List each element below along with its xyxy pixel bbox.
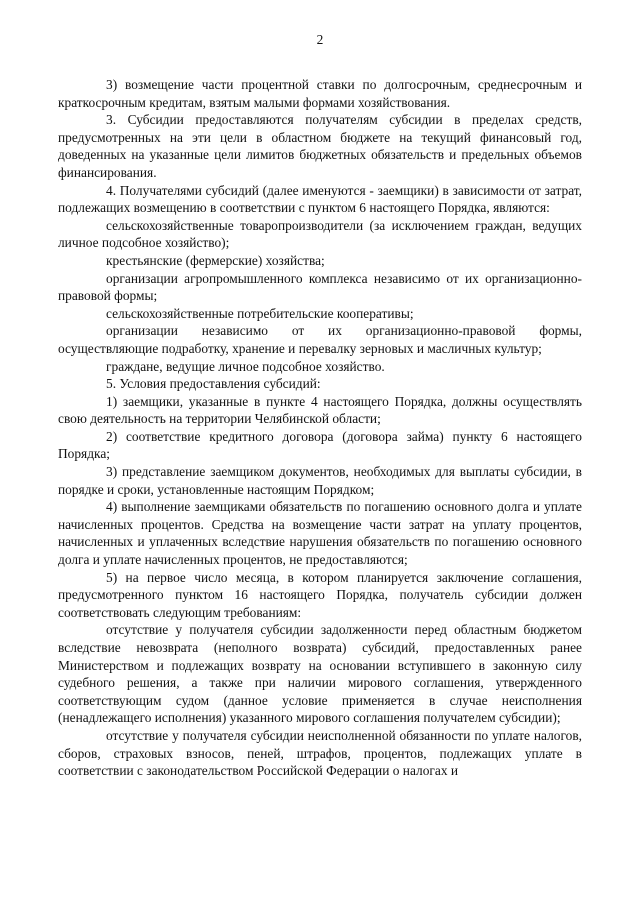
paragraph-condition-2: 2) соответствие кредитного договора (договора займа) пункту 6 настоящего Порядка; xyxy=(58,428,582,462)
paragraph-condition-3: 3) представление заемщиком документов, необходимых для выплаты субсидии, в порядке и сроки, установленные настоящим Порядком; xyxy=(58,464,582,497)
paragraph-recipient-agro-organizations: организации агропромышленного комплекса независимо от их организационно-правовой формы; xyxy=(58,270,582,304)
paragraph-condition-4: 4) выполнение заемщиками обязательств по погашению основного долга и уплате начисленных процентов. Средства на возмещение части затрат на уплату процентов, начисленных и уплаченных вследствие нарушения обязательств по погашению основного долга и уплате начисленных процентов, не предоставляются; xyxy=(58,499,582,568)
paragraph-recipient-producers: сельскохозяйственные товаропроизводители (за исключением граждан, ведущих личное подсобное хозяйство); xyxy=(58,217,582,251)
paragraph-clause-3: 3. Субсидии предоставляются получателям субсидии в пределах средств, предусмотренных на эти цели в областном бюджете на текущий финансовый год, доведенных на указанные цели лимитов бюджетных обязательств и предельных объемов финансирования. xyxy=(58,112,582,180)
page-number: 2 xyxy=(316,32,324,47)
paragraph-recipient-citizens: граждане, ведущие личное подсобное хозяйство. xyxy=(106,358,385,374)
paragraph-recipient-grain-organizations: организации независимо от их организационно-правовой формы, осуществляющие подработку, хранение и перевалку зерновых и масличных культур; xyxy=(58,323,582,356)
paragraph-condition-1: 1) заемщики, указанные в пункте 4 настоящего Порядка, должны осуществлять свою деятельность на территории Челябинской области; xyxy=(58,393,582,427)
paragraph-subitem-3: 3) возмещение части процентной ставки по долгосрочным, среднесрочным и краткосрочным кредитам, взятым малыми формами хозяйствования. xyxy=(58,77,582,110)
paragraph-condition-5: 5) на первое число месяца, в котором планируется заключение соглашения, предусмотренного пунктом 16 настоящего Порядка, получатель субсидии должен соответствовать следующим требованиям: xyxy=(58,569,582,620)
document-body xyxy=(58,76,582,780)
paragraph-recipient-farms: крестьянские (фермерские) хозяйства; xyxy=(106,252,325,268)
paragraph-requirement-no-debt: отсутствие у получателя субсидии задолженности перед областным бюджетом вследствие невозврата (неполного возврата) субсидий, предоставленных ранее Министерством и подлежащих возврату на основании вступившего в законную силу судебного решения, а также при наличии мирового соглашения, утвержденного соответствующим судом (данное условие применяется в случае неисполнения (ненадлежащего исполнения) указанного мирового соглашения получателем субсидии); xyxy=(58,622,582,726)
paragraph-clause-5: 5. Условия предоставления субсидий: xyxy=(106,376,321,392)
paragraph-recipient-cooperatives: сельскохозяйственные потребительские кооперативы; xyxy=(106,305,414,321)
paragraph-requirement-no-tax-obligation: отсутствие у получателя субсидии неисполненной обязанности по уплате налогов, сборов, страховых взносов, пеней, штрафов, процентов, подлежащих уплате в соответствии с законодательством Российской Федерации о налогах и xyxy=(58,727,582,779)
paragraph-clause-4: 4. Получателями субсидий (далее именуются - заемщики) в зависимости от затрат, подлежащих возмещению в соответствии с пунктом 6 настоящего Порядка, являются: xyxy=(58,182,582,216)
